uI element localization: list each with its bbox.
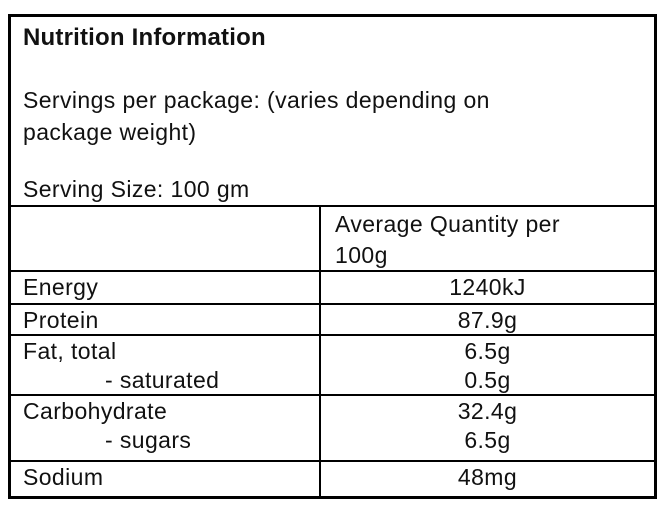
nutrient-value-cell	[319, 396, 654, 460]
nutrient-value: 87.9g	[457, 307, 518, 333]
nutrition-table-body	[11, 270, 654, 496]
nutrient-label-cell	[11, 396, 319, 460]
nutrient-label: Fat, total	[23, 338, 117, 364]
table-row-group	[11, 394, 654, 460]
nutrient-value-cell	[319, 336, 654, 395]
nutrition-label-panel	[8, 14, 657, 499]
nutrient-label: Energy	[23, 274, 99, 300]
serving-size-text: Serving Size: 100 gm	[23, 176, 250, 202]
nutrient-value-cell	[319, 272, 654, 303]
nutrient-label: Protein	[23, 307, 99, 333]
servings-per-package-text: Servings per package: (varies depending on package weight)	[23, 87, 490, 145]
panel-title: Nutrition Information	[23, 24, 266, 51]
table-row-group	[11, 334, 654, 394]
nutrient-label: Sodium	[23, 464, 104, 490]
nutrient-label: - saturated	[105, 367, 220, 393]
nutrient-label: Carbohydrate	[23, 398, 168, 424]
table-row-group	[11, 303, 654, 334]
panel-intro	[11, 17, 654, 205]
table-row-group	[11, 460, 654, 496]
table-header-row	[11, 205, 654, 270]
value-column-header-label: Average Quantity per 100g	[335, 211, 560, 268]
nutrient-value: 32.4g	[457, 398, 518, 424]
nutrient-value: 0.5g	[464, 367, 511, 393]
nutrient-value: 6.5g	[464, 427, 511, 453]
nutrient-label: - sugars	[105, 427, 192, 453]
nutrient-value: 6.5g	[464, 338, 511, 364]
nutrient-value-cell	[319, 462, 654, 496]
table-row-group	[11, 270, 654, 303]
value-column-header-cell	[319, 207, 654, 271]
nutrient-value-cell	[319, 305, 654, 335]
nutrient-label-cell	[11, 272, 319, 303]
nutrient-label-cell	[11, 336, 319, 395]
nutrient-label-cell	[11, 462, 319, 496]
nutrient-label-cell	[11, 305, 319, 335]
nutrient-value: 1240kJ	[449, 274, 526, 300]
blank-header-cell	[11, 207, 319, 271]
nutrient-value: 48mg	[457, 464, 518, 490]
